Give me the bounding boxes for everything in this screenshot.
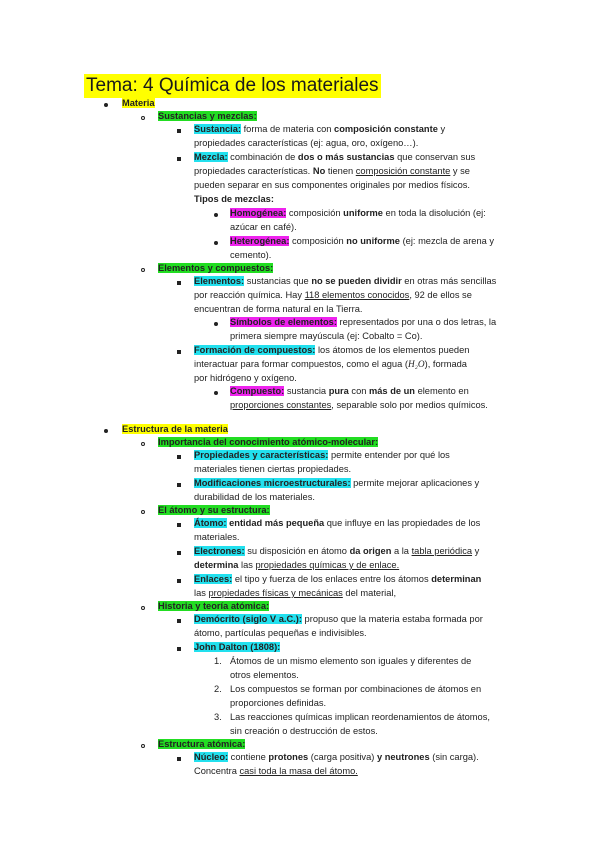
elementos-compuestos-heading: Elementos y compuestos: [158, 263, 274, 273]
mezcla-definition: Mezcla: combinación de dos o más sustancias que conservan sus [194, 152, 476, 162]
bullet-circle [141, 606, 145, 610]
bullet-square [177, 129, 181, 133]
formacion-compuestos-line3: por hidrógeno y oxígeno. [194, 373, 297, 383]
homogenea-definition-line2: azúcar en café). [230, 222, 297, 232]
bullet-circle [141, 116, 145, 120]
bullet-circle [141, 510, 145, 514]
list-item: Los compuestos se forman por combinaciones de átomos en [230, 684, 482, 694]
democrito-definition: Demócrito (siglo V a.C.): propuso que la materia estaba formada por [194, 614, 483, 624]
formacion-compuestos-line2: interactuar para formar compuestos, como el agua (H₂O), formada [194, 359, 467, 370]
simbolos-definition: Símbolos de elementos: representados por una o dos letras, la [230, 317, 497, 327]
section-estructura-heading: Estructura de la materia [122, 424, 228, 434]
elementos-definition-line2: por reacción química. Hay 118 elementos conocidos, 92 de ellos se [194, 290, 472, 300]
bullet-dot [214, 213, 218, 217]
electrones-definition: Electrones: su disposición en átomo da origen a la tabla periódica y [194, 546, 480, 556]
list-number: 1. [214, 656, 222, 666]
bullet-square [177, 551, 181, 555]
simbolos-definition-line2: primera siempre mayúscula (ej: Cobalto = Co). [230, 331, 423, 341]
bullet-square [177, 455, 181, 459]
enlaces-definition-line2: las propiedades físicas y mecánicas del material, [194, 588, 397, 598]
bullet-dot [214, 322, 218, 326]
dalton-heading: John Dalton (1808): [194, 642, 281, 652]
democrito-definition-line2: átomo, partículas pequeñas e indivisibles. [194, 628, 367, 638]
bullet-square [177, 619, 181, 623]
heterogenea-definition: Heterogénea: composición no uniforme (ej: mezcla de arena y [230, 236, 495, 246]
compuesto-definition: Compuesto: sustancia pura con más de un elemento en [230, 386, 469, 396]
list-item-line2: proporciones definidas. [230, 698, 327, 708]
elementos-definition-line3: encuentran de forma natural en la Tierra. [194, 304, 363, 314]
electrones-definition-line2: determina las propiedades químicas y de enlace. [194, 560, 400, 570]
historia-heading: Historia y teoría atómica: [158, 601, 270, 611]
list-item: Átomos de un mismo elemento son iguales y diferentes de [230, 656, 472, 666]
bullet-square [177, 757, 181, 761]
list-item-line2: otros elementos. [230, 670, 299, 680]
mezcla-definition-line3: pueden separar en sus componentes originales por medios físicos. [194, 180, 470, 190]
bullet-square [177, 350, 181, 354]
bullet-square [177, 523, 181, 527]
bullet-circle [141, 744, 145, 748]
bullet-circle [141, 268, 145, 272]
compuesto-definition-line2: proporciones constantes, separable solo por medios químicos. [230, 400, 488, 410]
homogenea-definition: Homogénea: composición uniforme en toda la disolución (ej: [230, 208, 486, 218]
estructura-atomica-heading: Estructura atómica: [158, 739, 246, 749]
sustancias-mezclas-heading: Sustancias y mezclas: [158, 111, 257, 121]
bullet-square [177, 281, 181, 285]
importancia-heading: Importancia del conocimiento atómico-molecular: [158, 437, 379, 447]
list-item-line2: sin creación o destrucción de estos. [230, 726, 378, 736]
atomo-definition-line2: materiales. [194, 532, 240, 542]
propiedades-definition-line2: materiales tienen ciertas propiedades. [194, 464, 352, 474]
tipos-mezclas-label: Tipos de mezclas: [194, 194, 274, 204]
atomo-definition: Átomo: entidad más pequeña que influye en las propiedades de los [194, 518, 481, 528]
bullet-circle [141, 442, 145, 446]
list-item: Las reacciones químicas implican reordenamientos de átomos, [230, 712, 490, 722]
elementos-definition: Elementos: sustancias que no se pueden dividir en otras más sencillas [194, 276, 497, 286]
bullet-square [177, 579, 181, 583]
nucleo-definition: Núcleo: contiene protones (carga positiva) y neutrones (sin carga). [194, 752, 479, 762]
bullet-dot [104, 103, 108, 107]
bullet-square [177, 647, 181, 651]
page-title: Tema: 4 Química de los materiales [86, 75, 379, 96]
bullet-dot [104, 429, 108, 433]
propiedades-definition: Propiedades y características: permite entender por qué los [194, 450, 450, 460]
modificaciones-definition-line2: durabilidad de los materiales. [194, 492, 315, 502]
enlaces-definition: Enlaces: el tipo y fuerza de los enlaces entre los átomos determinan [194, 574, 482, 584]
sustancia-definition: Sustancia: forma de materia con composición constante y [194, 124, 446, 134]
bullet-square [177, 483, 181, 487]
mezcla-definition-line2: propiedades características. No tienen composición constante y se [194, 166, 470, 176]
atomo-estructura-heading: El átomo y su estructura: [158, 505, 270, 515]
sustancia-definition-line2: propiedades características (ej: agua, oro, oxígeno…). [194, 138, 419, 148]
nucleo-definition-line2: Concentra casi toda la masa del átomo. [194, 766, 358, 776]
bullet-dot [214, 391, 218, 395]
bullet-dot [214, 241, 218, 245]
list-number: 3. [214, 712, 222, 722]
formacion-compuestos-definition: Formación de compuestos: los átomos de los elementos pueden [194, 345, 470, 355]
list-number: 2. [214, 684, 222, 694]
modificaciones-definition: Modificaciones microestructurales: permite mejorar aplicaciones y [194, 478, 480, 488]
bullet-square [177, 157, 181, 161]
heterogenea-definition-line2: cemento). [230, 250, 272, 260]
section-materia-heading: Materia [122, 98, 155, 108]
